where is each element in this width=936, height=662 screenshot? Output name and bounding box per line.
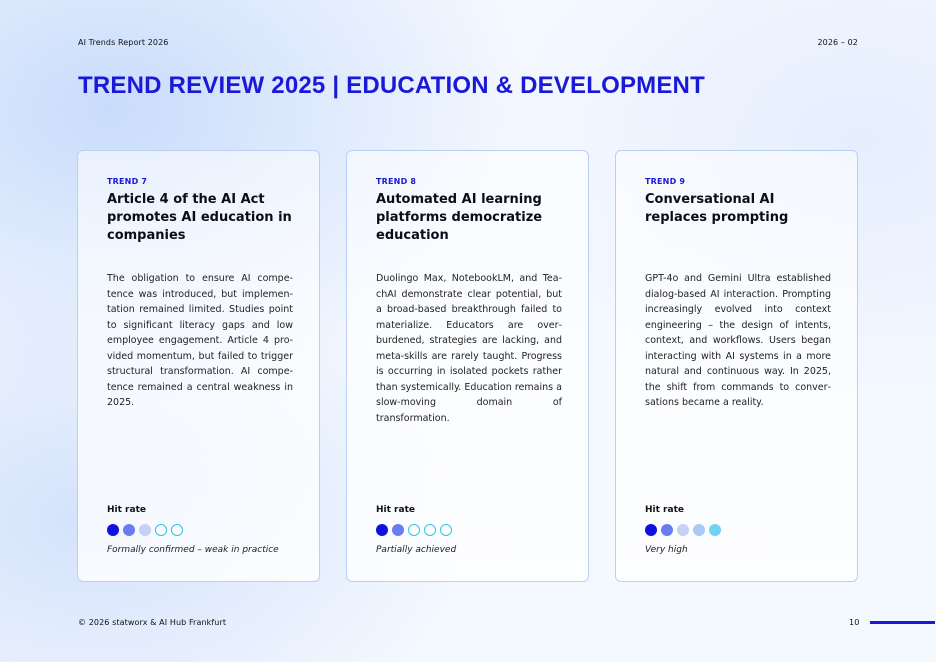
trend-card-9 bbox=[615, 150, 858, 582]
hit-rate-label: Hit rate bbox=[645, 505, 684, 515]
hit-rate-dot-filled bbox=[693, 524, 705, 536]
hit-rate-label: Hit rate bbox=[107, 505, 146, 515]
hit-rate-section bbox=[376, 505, 456, 555]
hit-rate-dot-empty bbox=[424, 524, 436, 536]
hit-rate-dot-filled bbox=[107, 524, 119, 536]
hit-rate-dot-empty bbox=[440, 524, 452, 536]
hit-rate-dot-filled bbox=[661, 524, 673, 536]
hit-rate-dot-filled bbox=[645, 524, 657, 536]
hit-rate-dot-empty bbox=[155, 524, 167, 536]
trend-title: Automated AI learning platforms democratize education bbox=[376, 192, 543, 243]
hit-rate-dots bbox=[107, 524, 279, 536]
trend-title: Conversational AI replaces prompting bbox=[645, 192, 789, 225]
footer-copyright: © 2026 statworx & AI Hub Frankfurt bbox=[78, 618, 227, 627]
trend-title: Article 4 of the AI Act promotes AI education in companies bbox=[107, 192, 292, 243]
trend-text: The obligation to ensure AI competence was introduced, but implementation remained limited. Studies point to significant literacy gaps and low employee engagement. Article 4 provided momentum, but failed to trigger structural transformation. AI competence remained a central weakness in 2025. bbox=[107, 273, 293, 408]
hit-rate-dots bbox=[376, 524, 456, 536]
trend-text: Duolingo Max, NotebookLM, and TeachAI demonstrate clear potential, but a broad-based breakthrough failed to materialize. Educators are overburdened, strategies are lacking, and meta-skills are rarely taught. Progress is occurring in isolated pockets rather than systemically. Education remains a slow-moving domain of transformation. bbox=[376, 273, 562, 424]
hit-rate-section bbox=[107, 505, 279, 555]
report-name: AI Trends Report 2026 bbox=[78, 38, 169, 47]
hit-rate-dot-filled bbox=[709, 524, 721, 536]
trend-card-8 bbox=[346, 150, 589, 582]
trend-label: TREND 8 bbox=[376, 177, 417, 186]
hit-rate-dot-filled bbox=[392, 524, 404, 536]
hit-rate-section bbox=[645, 505, 721, 555]
hit-rate-label: Hit rate bbox=[376, 505, 415, 515]
hit-rate-dot-filled bbox=[376, 524, 388, 536]
trend-text: GPT-4o and Gemini Ultra established dialog-based AI interaction. Prompting increasingly evolved into context engineering – the design of intents, context, and workflows. Users began interacting with AI systems in a more natural and continuous way. In 2025, the shift from commands to conversations became a reality. bbox=[645, 273, 831, 408]
hit-rate-dots bbox=[645, 524, 721, 536]
hit-rate-dot-filled bbox=[139, 524, 151, 536]
hit-rate-dot-empty bbox=[408, 524, 420, 536]
hit-rate-note: Very high bbox=[645, 545, 688, 555]
hit-rate-dot-filled bbox=[123, 524, 135, 536]
hit-rate-note: Partially achieved bbox=[376, 545, 457, 555]
report-issue: 2026 – 02 bbox=[817, 38, 858, 47]
footer-accent-bar bbox=[870, 621, 935, 624]
trend-label: TREND 7 bbox=[107, 177, 148, 186]
page-title: TREND REVIEW 2025 | EDUCATION & DEVELOPMENT bbox=[78, 72, 705, 99]
page-number: 10 bbox=[849, 618, 860, 627]
hit-rate-dot-empty bbox=[171, 524, 183, 536]
trend-card-7 bbox=[77, 150, 320, 582]
hit-rate-note: Formally confirmed – weak in practice bbox=[107, 545, 279, 555]
trend-label: TREND 9 bbox=[645, 177, 686, 186]
hit-rate-dot-filled bbox=[677, 524, 689, 536]
